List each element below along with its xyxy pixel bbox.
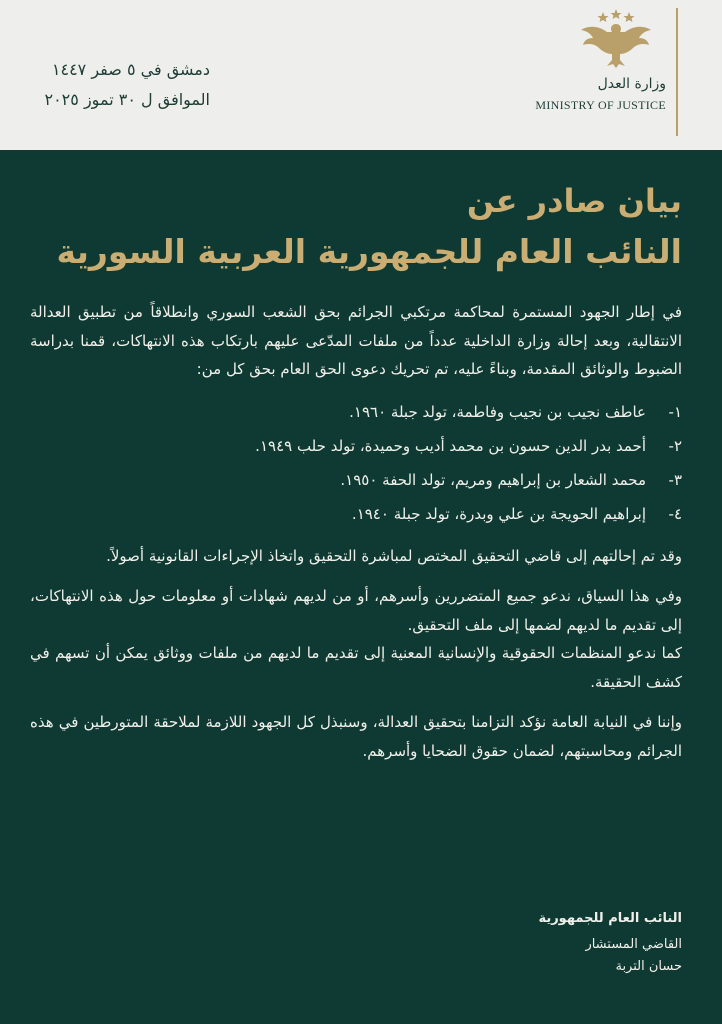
- list-item-number: ٢-: [668, 437, 682, 456]
- list-item: [30, 430, 682, 464]
- list-item-text: محمد الشعار بن إبراهيم ومريم، تولد الحفة ١٩٥٠.: [340, 471, 646, 490]
- signature-name: حسان التربة: [615, 959, 682, 974]
- statement-issuer-title: النائب العام للجمهورية العربية السورية: [56, 232, 682, 271]
- accused-list: [30, 396, 682, 532]
- statement-panel: [0, 150, 722, 1024]
- paragraph-spacer: [30, 696, 682, 708]
- corresponding-date-line: الموافق ل ٣٠ تموز ٢٠٢٥: [44, 90, 210, 109]
- list-item: [30, 396, 682, 430]
- signature-block: [538, 908, 682, 978]
- list-item-number: ١-: [668, 403, 682, 422]
- statement-body: [30, 298, 682, 765]
- commitment-paragraph: وإننا في النيابة العامة نؤكد التزامنا بتحقيق العدالة، وسنبذل كل الجهود اللازمة لملاحقة المتورطين في هذه الجرائم ومحاسبتهم، لضمان حقوق الضحايا وأسرهم.: [30, 713, 682, 760]
- letterhead: [0, 0, 722, 150]
- list-item-number: ٣-: [668, 471, 682, 490]
- paragraph-spacer: [30, 570, 682, 582]
- ministry-name-english: MINISTRY OF JUSTICE: [535, 98, 666, 112]
- call-victims-paragraph: وفي هذا السياق، ندعو جميع المتضررين وأسرهم، أو من لديهم شهادات أو معلومات حول هذه الانتهاكات، إلى تقديم ما لديهم لضمها إلى ملف التحقيق.: [30, 587, 682, 634]
- ministry-name-arabic: وزارة العدل: [597, 76, 666, 92]
- list-item-text: إبراهيم الحويجة بن علي وبدرة، تولد جبلة ١٩٤٠.: [351, 505, 646, 524]
- eagle-emblem-icon: [577, 8, 655, 70]
- referral-paragraph: وقد تم إحالتهم إلى قاضي التحقيق المختص لمباشرة التحقيق واتخاذ الإجراءات القانونية أصولاً.: [106, 546, 682, 565]
- date-block: [30, 55, 210, 115]
- call-organizations-paragraph: كما ندعو المنظمات الحقوقية والإنسانية المعنية إلى تقديم ما لديهم من ملفات ووثائق يمكن أن تسهم في كشف الحقيقة.: [30, 644, 682, 691]
- signature-role: القاضي المستشار: [585, 937, 682, 952]
- signature-title: النائب العام للجمهورية: [538, 911, 682, 926]
- list-item: [30, 464, 682, 498]
- intro-paragraph: في إطار الجهود المستمرة لمحاكمة مرتكبي الجرائم بحق الشعب السوري وانطلاقاً من تطبيق العدالة الانتقالية، وبعد إحالة وزارة الداخلية عدداً من ملفات المدّعى عليهم بارتكاب هذه الانتهاكات، قمنا بدراسة الضبوط والوثائق المقدمة، وبناءً عليه، تم تحريك دعوى الحق العام بحق كل من:: [30, 303, 682, 378]
- list-item-text: أحمد بدر الدين حسون بن محمد أديب وحميدة، تولد حلب ١٩٤٩.: [255, 437, 646, 456]
- date-line: دمشق في ٥ صفر ١٤٤٧: [51, 60, 210, 79]
- ministry-logo-block: [500, 6, 670, 146]
- header-divider: [676, 8, 678, 136]
- list-item: [30, 498, 682, 532]
- list-item-text: عاطف نجيب بن نجيب وفاطمة، تولد جبلة ١٩٦٠.: [349, 403, 646, 422]
- statement-title: بيان صادر عن: [466, 182, 682, 220]
- list-item-number: ٤-: [668, 505, 682, 524]
